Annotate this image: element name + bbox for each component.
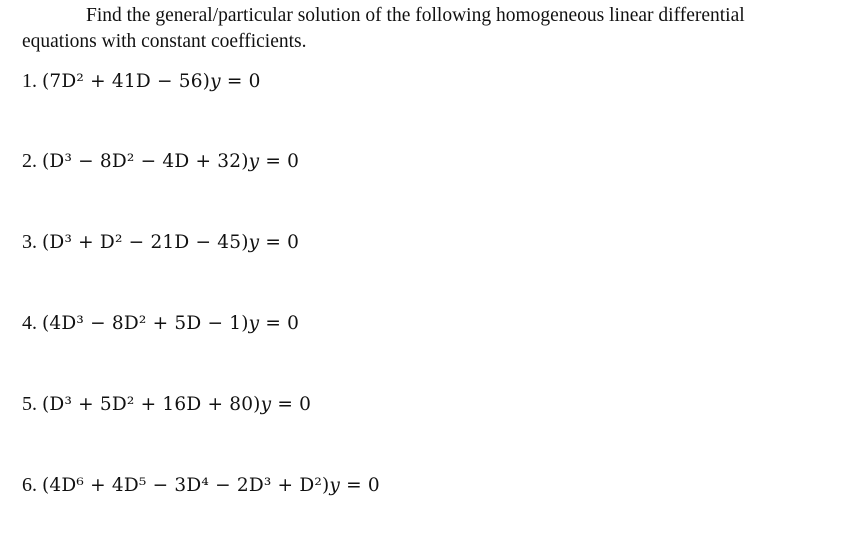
- problem-3: [22, 229, 299, 256]
- problem-number: 5.: [22, 393, 37, 415]
- problem-number: 1.: [22, 70, 37, 92]
- problem-equation: (D³ + D² − 21D − 45)𝑦 = 0: [42, 232, 300, 253]
- problem-number: 4.: [22, 312, 37, 334]
- problem-2: [22, 148, 299, 175]
- problem-equation: (4D⁶ + 4D⁵ − 3D⁴ − 2D³ + D²)𝑦 = 0: [42, 475, 380, 496]
- problem-equation: (4D³ − 8D² + 5D − 1)𝑦 = 0: [42, 313, 300, 334]
- problem-1: [22, 68, 261, 95]
- problem-number: 2.: [22, 150, 37, 172]
- problem-4: [22, 310, 299, 337]
- problem-equation: (D³ − 8D² − 4D + 32)𝑦 = 0: [42, 151, 300, 172]
- problem-equation: (7D² + 41D − 56)𝑦 = 0: [42, 71, 261, 92]
- problem-equation: (D³ + 5D² + 16D + 80)𝑦 = 0: [42, 394, 312, 415]
- problem-5: [22, 391, 311, 418]
- problem-6: [22, 472, 380, 499]
- problem-number: 6.: [22, 474, 37, 496]
- instructions-text: Find the general/particular solution of the following homogeneous linear differential equations with constant coefficients.: [22, 5, 745, 52]
- problem-number: 3.: [22, 231, 37, 253]
